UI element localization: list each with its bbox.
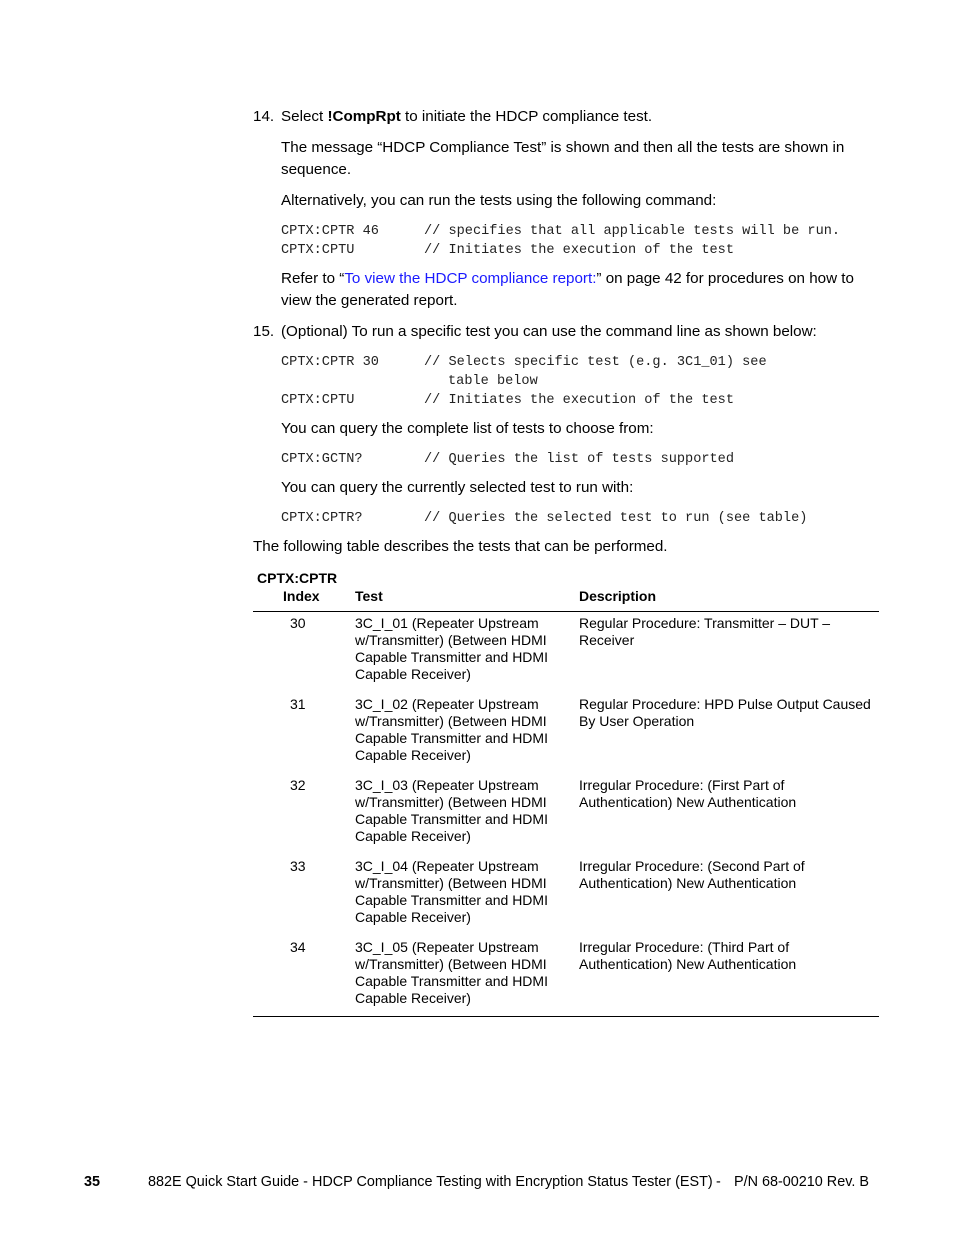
description-line: Irregular Procedure: (Second Part of: [579, 858, 805, 874]
test-line: Capable Transmitter and HDMI: [355, 892, 548, 908]
row-test: [355, 615, 548, 683]
code-line-cmd: CPTX:CPTR?: [281, 511, 363, 526]
test-line: 3C_I_05 (Repeater Upstream: [355, 939, 539, 955]
code-line-comment: // Initiates the execution of the test: [424, 393, 734, 408]
code-line-comment: // Queries the selected test to run (see table): [424, 511, 808, 526]
description-line: By User Operation: [579, 713, 695, 729]
test-line: Capable Receiver): [355, 666, 471, 682]
step-14-text: [281, 106, 652, 128]
test-line: Capable Receiver): [355, 909, 471, 925]
step-14-post: to initiate the HDCP compliance test.: [400, 108, 653, 125]
step-14-refer-line2: view the generated report.: [281, 292, 458, 309]
row-index: 31: [290, 696, 306, 712]
test-line: w/Transmitter) (Between HDMI: [355, 713, 547, 729]
code-line-comment: // Selects specific test (e.g. 3C1_01) see: [424, 355, 767, 370]
test-line: w/Transmitter) (Between HDMI: [355, 956, 547, 972]
description-line: Authentication) New Authentication: [579, 956, 797, 972]
row-description: [579, 696, 871, 730]
step-14-command: !CompRpt: [327, 108, 401, 125]
row-index: 34: [290, 939, 306, 955]
code-line-cmd: CPTX:CPTU: [281, 243, 355, 258]
step-14-number: 14.: [253, 108, 275, 125]
footer-title: 882E Quick Start Guide - HDCP Compliance Testing with Encryption Status Tester (EST): [148, 1174, 713, 1190]
row-index: 33: [290, 858, 306, 874]
header-test: Test: [355, 588, 383, 604]
code-line-cmd: CPTX:GCTN?: [281, 452, 363, 467]
test-line: 3C_I_02 (Repeater Upstream: [355, 696, 539, 712]
test-line: Capable Receiver): [355, 990, 471, 1006]
test-line: w/Transmitter) (Between HDMI: [355, 632, 547, 648]
code-line-cmd: CPTX:CPTU: [281, 393, 355, 408]
step-14-para1-line1: The message “HDCP Compliance Test” is shown and then all the tests are shown in: [281, 139, 845, 156]
query-selected-text: You can query the currently selected test to run with:: [281, 479, 634, 496]
test-line: 3C_I_04 (Repeater Upstream: [355, 858, 539, 874]
row-description: [579, 615, 830, 649]
test-line: w/Transmitter) (Between HDMI: [355, 875, 547, 891]
query-list-text: You can query the complete list of tests to choose from:: [281, 420, 654, 437]
test-line: Capable Receiver): [355, 828, 471, 844]
description-line: Regular Procedure: Transmitter – DUT –: [579, 615, 831, 631]
description-line: Authentication) New Authentication: [579, 794, 797, 810]
table-bottom-rule: [253, 1016, 879, 1017]
row-index: 30: [290, 615, 306, 631]
row-test: [355, 696, 548, 764]
step-15-number: 15.: [253, 323, 275, 340]
row-test: [355, 777, 548, 845]
code-line-comment: // Initiates the execution of the test: [424, 243, 734, 258]
test-line: Capable Receiver): [355, 747, 471, 763]
description-line: Irregular Procedure: (First Part of: [579, 777, 785, 793]
test-line: 3C_I_03 (Repeater Upstream: [355, 777, 539, 793]
refer-pre: Refer to “: [281, 270, 345, 287]
test-line: w/Transmitter) (Between HDMI: [355, 794, 547, 810]
code-line-continuation: table below: [448, 374, 538, 389]
test-line: Capable Transmitter and HDMI: [355, 730, 548, 746]
code-line-comment: // Queries the list of tests supported: [424, 452, 734, 467]
footer-separator: -: [716, 1174, 721, 1190]
step-14-pre: Select: [281, 108, 328, 125]
step-14-refer: [281, 268, 854, 290]
header-index-line1: CPTX:CPTR: [257, 570, 338, 586]
row-test: [355, 858, 548, 926]
description-line: Irregular Procedure: (Third Part of: [579, 939, 790, 955]
page-number: 35: [84, 1174, 101, 1190]
row-index: 32: [290, 777, 306, 793]
refer-post: ” on page 42 for procedures on how to: [596, 270, 854, 287]
row-description: [579, 858, 805, 892]
test-line: Capable Transmitter and HDMI: [355, 973, 548, 989]
code-line-cmd: CPTX:CPTR 46: [281, 224, 379, 239]
row-test: [355, 939, 548, 1007]
code-line-cmd: CPTX:CPTR 30: [281, 355, 379, 370]
table-header-rule: [253, 611, 879, 612]
step-14-para1-line2: sequence.: [281, 161, 352, 178]
row-description: [579, 777, 796, 811]
step-15-text: (Optional) To run a specific test you can use the command line as shown below:: [281, 323, 817, 340]
code-line-comment: // specifies that all applicable tests will be run.: [424, 224, 841, 239]
test-line: Capable Transmitter and HDMI: [355, 649, 548, 665]
row-description: [579, 939, 796, 973]
header-description: Description: [579, 588, 657, 604]
test-line: Capable Transmitter and HDMI: [355, 811, 548, 827]
description-line: Receiver: [579, 632, 635, 648]
header-index-line2: Index: [283, 588, 320, 604]
description-line: Regular Procedure: HPD Pulse Output Caused: [579, 696, 871, 712]
description-line: Authentication) New Authentication: [579, 875, 797, 891]
test-line: 3C_I_01 (Repeater Upstream: [355, 615, 539, 631]
compliance-report-link[interactable]: To view the HDCP compliance report:: [344, 270, 597, 287]
table-intro: The following table describes the tests that can be performed.: [253, 538, 668, 555]
footer-part-number: P/N 68-00210 Rev. B: [734, 1174, 869, 1190]
step-14-para2: Alternatively, you can run the tests using the following command:: [281, 192, 717, 209]
